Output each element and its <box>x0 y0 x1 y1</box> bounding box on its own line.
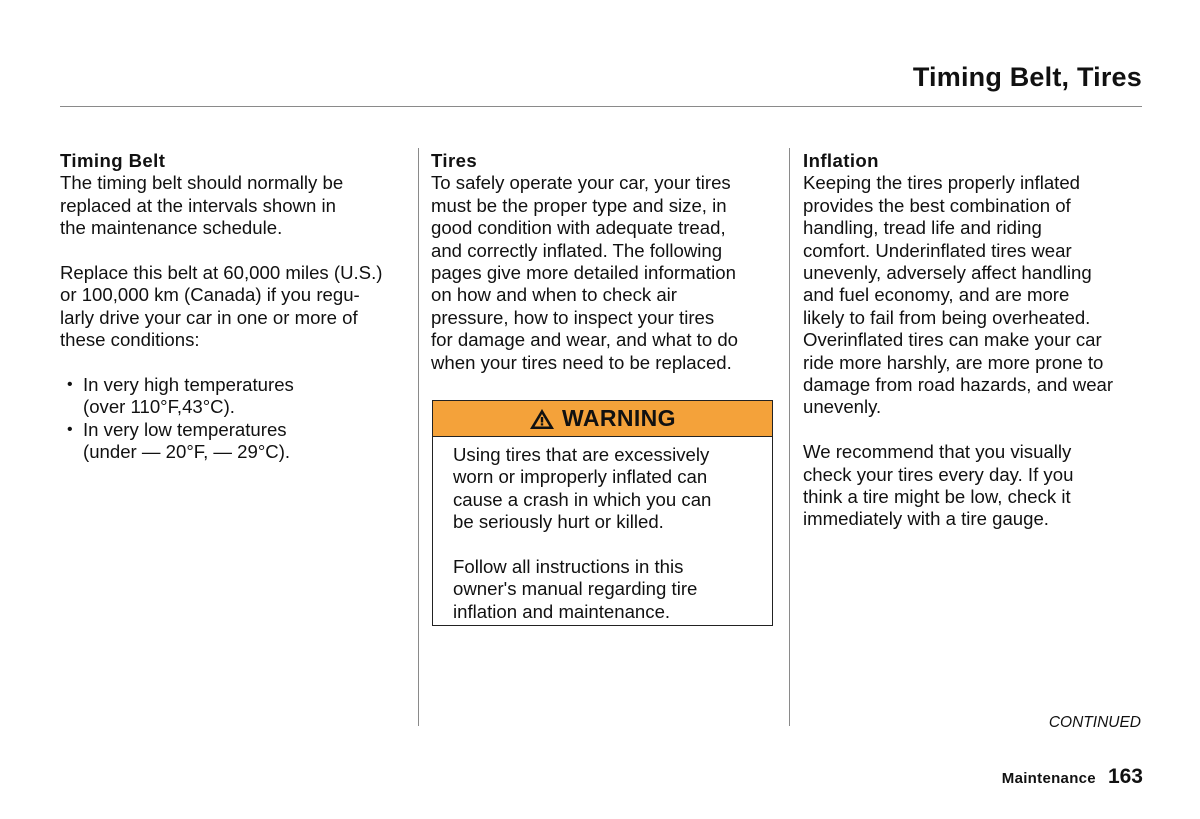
text-line: cause a crash in which you can <box>453 488 712 510</box>
text-line: think a tire might be low, check it <box>803 486 1071 508</box>
column-divider-right <box>789 148 790 726</box>
warning-triangle-icon <box>529 408 555 430</box>
header-rule <box>60 106 1142 107</box>
text-line: these conditions: <box>60 329 200 351</box>
inflation-paragraph <box>803 172 1153 418</box>
text-line: We recommend that you visually <box>803 441 1072 463</box>
text-line: (under — 20°F, — 29°C). <box>83 441 291 463</box>
text-line: Replace this belt at 60,000 miles (U.S.) <box>60 262 383 284</box>
warning-box <box>432 400 773 626</box>
column-divider-left <box>418 148 419 726</box>
text-line: Overinflated tires can make your car <box>803 329 1102 351</box>
text-line: ride more harshly, are more prone to <box>803 351 1104 373</box>
text-line: immediately with a tire gauge. <box>803 508 1049 530</box>
timing-belt-intro <box>60 172 410 239</box>
timing-belt-replace-paragraph <box>60 262 410 352</box>
text-line: unevenly, adversely affect handling <box>803 262 1092 284</box>
inflation-section <box>803 150 1153 531</box>
timing-belt-heading: Timing Belt <box>60 150 166 171</box>
text-line: Using tires that are excessively <box>453 444 710 465</box>
text-line: comfort. Underinflated tires wear <box>803 239 1072 261</box>
text-line: or 100,000 km (Canada) if you regu- <box>60 284 360 306</box>
text-line: Follow all instructions in this <box>453 556 684 578</box>
text-line: the maintenance schedule. <box>60 217 283 239</box>
bullet-icon: • <box>67 376 73 394</box>
text-line: provides the best combination of <box>803 194 1071 216</box>
inflation-heading: Inflation <box>803 150 879 171</box>
text-line: likely to fail from being overheated. <box>803 306 1091 328</box>
text-line: To safely operate your car, your tires <box>431 172 731 194</box>
warning-header <box>433 401 772 437</box>
warning-paragraph <box>453 556 772 623</box>
text-line: good condition with adequate tread, <box>431 217 726 239</box>
text-line: must be the proper type and size, in <box>431 194 727 216</box>
footer-section-label: Maintenance <box>1001 770 1096 787</box>
text-line: for damage and wear, and what to do <box>431 329 739 351</box>
text-line: larly drive your car in one or more of <box>60 306 358 328</box>
text-line: In very low temperatures <box>83 418 287 440</box>
conditions-list <box>60 374 410 464</box>
text-line: be seriously hurt or killed. <box>453 511 664 533</box>
page-footer <box>1002 765 1143 789</box>
text-line: handling, tread life and riding <box>803 217 1042 239</box>
text-line: and fuel economy, and are more <box>803 284 1070 306</box>
text-line: replaced at the intervals shown in <box>60 194 336 216</box>
text-line: check your tires every day. If you <box>803 463 1074 485</box>
timing-belt-section <box>60 150 410 464</box>
text-line: Keeping the tires properly inflated <box>803 172 1081 194</box>
inflation-recommendation <box>803 441 1153 531</box>
continued-label: CONTINUED <box>1048 714 1141 731</box>
text-line: The timing belt should normally be <box>60 172 344 194</box>
text-line: inflation and maintenance. <box>453 600 671 622</box>
text-line: when your tires need to be replaced. <box>431 351 732 373</box>
text-line: pages give more detailed information <box>431 262 736 284</box>
warning-body <box>433 437 772 623</box>
page-title: Timing Belt, Tires <box>912 62 1142 92</box>
tires-body <box>431 172 781 374</box>
text-line: unevenly. <box>803 396 882 418</box>
list-item <box>60 419 410 464</box>
bullet-icon: • <box>67 420 73 438</box>
text-line: pressure, how to inspect your tires <box>431 306 715 328</box>
page-number: 163 <box>1107 765 1143 788</box>
text-line: (over 110°F,43°C). <box>83 396 235 418</box>
text-line: owner's manual regarding tire <box>453 578 698 600</box>
text-line: and correctly inflated. The following <box>431 239 723 261</box>
text-line: worn or improperly inflated can <box>453 466 708 488</box>
tires-heading: Tires <box>431 150 478 171</box>
tires-section <box>431 150 781 374</box>
list-item <box>60 374 410 419</box>
warning-paragraph <box>453 444 772 534</box>
text-line: damage from road hazards, and wear <box>803 374 1114 396</box>
warning-label: WARNING <box>562 405 676 431</box>
text-line: on how and when to check air <box>431 284 678 306</box>
text-line: In very high temperatures <box>83 374 294 396</box>
